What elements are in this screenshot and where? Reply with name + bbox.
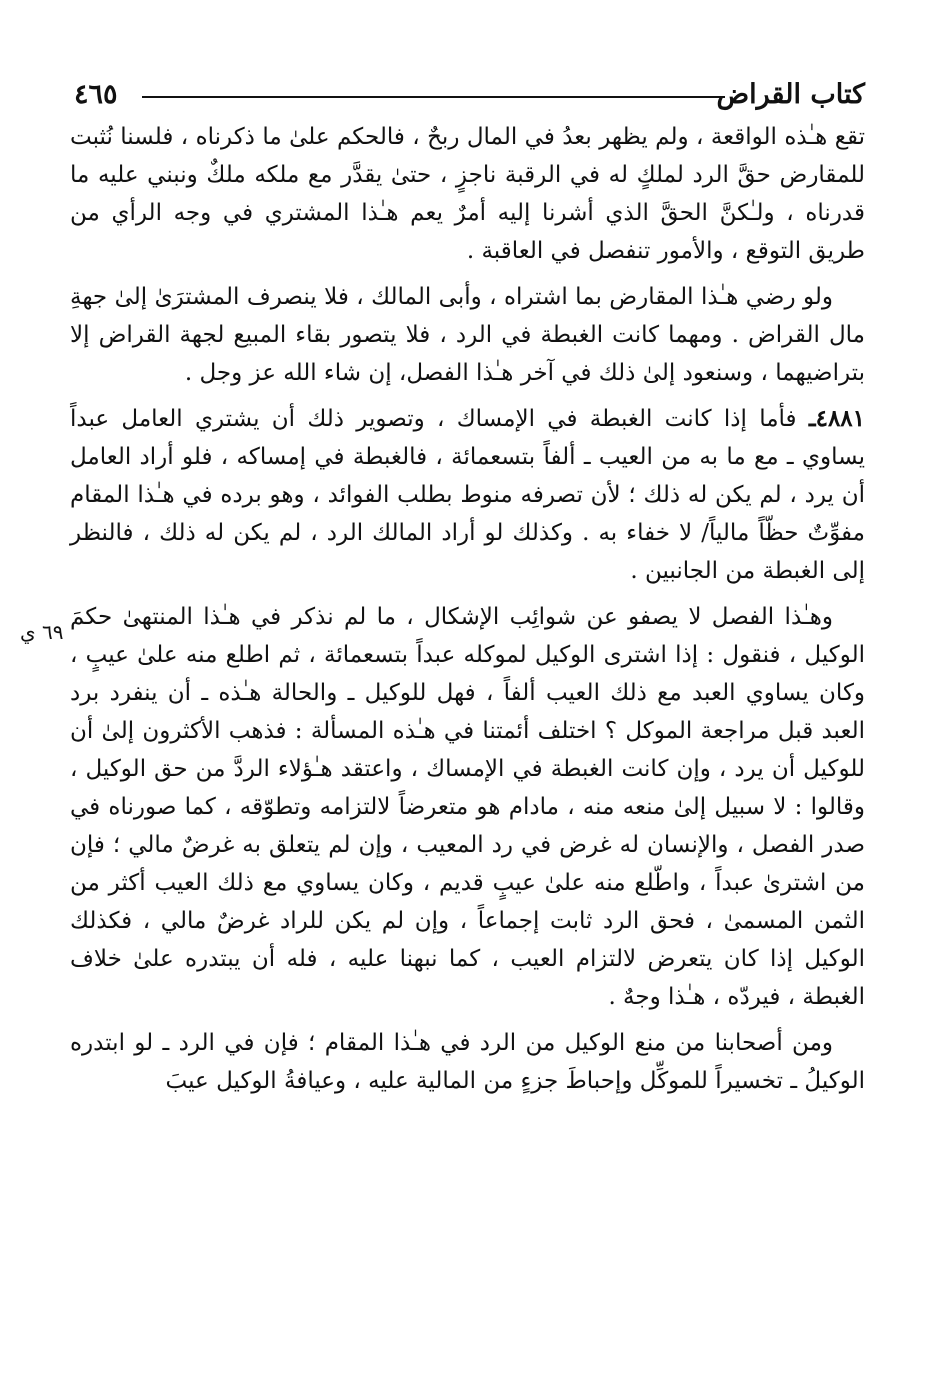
paragraph-owner-refusal: ولو رضي هـٰذا المقارض بما اشتراه ، وأبى المالك ، فلا ينصرف المشترَىٰ إلىٰ جهةِ مال القراض . ومهما كانت الغبطة في الرد ، فلا يتصور بقاء المبيع لجهة القراض إلا بتراضيهما ، وسنعود إلىٰ ذلك في آخر هـٰذا الفصل، إن شاء الله عز وجل . (70, 284, 865, 386)
section-number: ٤٨٨١ـ (808, 405, 866, 432)
book-title: كتاب القراض (716, 78, 865, 110)
paragraph-section-4881 (70, 400, 865, 590)
page-number: ٤٦٥ (74, 78, 118, 110)
section-text: فأما إذا كانت الغبطة في الإمساك ، وتصوير ذلك أن يشتري العامل عبداً يساوي ـ مع ما به من العيب ـ ألفاً بتسعمائة ، فالغبطة في إمساكه ، فلو أراد العامل أن يرد ، لم يكن له ذلك ؛ لأن تصرفه منوط بطلب الفوائد ، وهو برده في هـٰذا المقام مفوِّتٌ حظّاً مالياً/ لا خفاء به . وكذلك لو أراد المالك الرد ، لم يكن له ذلك ، فالنظر إلى الغبطة من الجانبين . (70, 406, 865, 584)
header-rule (142, 96, 725, 98)
margin-manuscript-reference: ٦٩ ي (20, 620, 64, 644)
running-header (70, 72, 865, 116)
paragraph-agent-ruling: وهـٰذا الفصل لا يصفو عن شوائِب الإشكال ، ما لم نذكر في هـٰذا المنتهىٰ حكمَ الوكيل ، فنقول : إذا اشترى الوكيل لموكله عبداً بتسعمائة ، ثم اطلع منه علىٰ عيبٍ ، وكان يساوي العبد مع ذلك العيب ألفاً ، فهل للوكيل ـ والحالة هـٰذه ـ أن ينفرد برد العبد قبل مراجعة الموكل ؟ اختلف أئمتنا في هـٰذه المسألة : فذهب الأكثرون إلىٰ أن للوكيل أن يرد ، وإن كانت الغبطة في الإمساك ، واعتقد هـٰؤلاء الردَّ من حق الوكيل ، وقالوا : لا سبيل إلىٰ منعه منه ، مادام هو متعرضاً لالتزامه وتطوّقه ، كما صورناه في صدر الفصل ، والإنسان له غرض في رد المعيب ، وإن لم يتعلق به غرضٌ مالي ؛ فإن من اشترىٰ عبداً ، واطّلع منه علىٰ عيبٍ قديم ، وكان يساوي مع ذلك العيب أكثر من الثمن المسمىٰ ، فحق الرد ثابت إجماعاً ، وإن لم يكن للراد غرضٌ مالي ، فكذلك الوكيل إذا كان يتعرض لالتزام العيب ، كما نبهنا عليه ، فله أن يبتدره علىٰ خلاف الغبطة ، فيردّه ، هـٰذا وجهٌ . (70, 604, 865, 1010)
document-page (70, 72, 865, 1100)
paragraph-companions-view: ومن أصحابنا من منع الوكيل من الرد في هـٰذا المقام ؛ فإن في الرد ـ لو ابتدره الوكيلُ ـ تخسيراً للموكِّل وإحباطَ جزءٍ من المالية عليه ، وعيافةُ الوكيل عيبَ (70, 1030, 865, 1094)
body-text (70, 118, 865, 1100)
paragraph-continuation: تقع هـٰذه الواقعة ، ولم يظهر بعدُ في المال ربحٌ ، فالحكم علىٰ ما ذكرناه ، فلسنا نُثبت للمقارض حقَّ الرد لملكٍ له في الرقبة ناجزٍ ، حتىٰ يقدَّر مع ملكه ملكٌ ونبني عليه ما قدرناه ، ولـٰكنَّ الحقَّ الذي أشرنا إليه أمرٌ يعم هـٰذا المشتري في وجه الرأي من طريق التوقع ، والأمور تنفصل في العاقبة . (70, 124, 865, 264)
